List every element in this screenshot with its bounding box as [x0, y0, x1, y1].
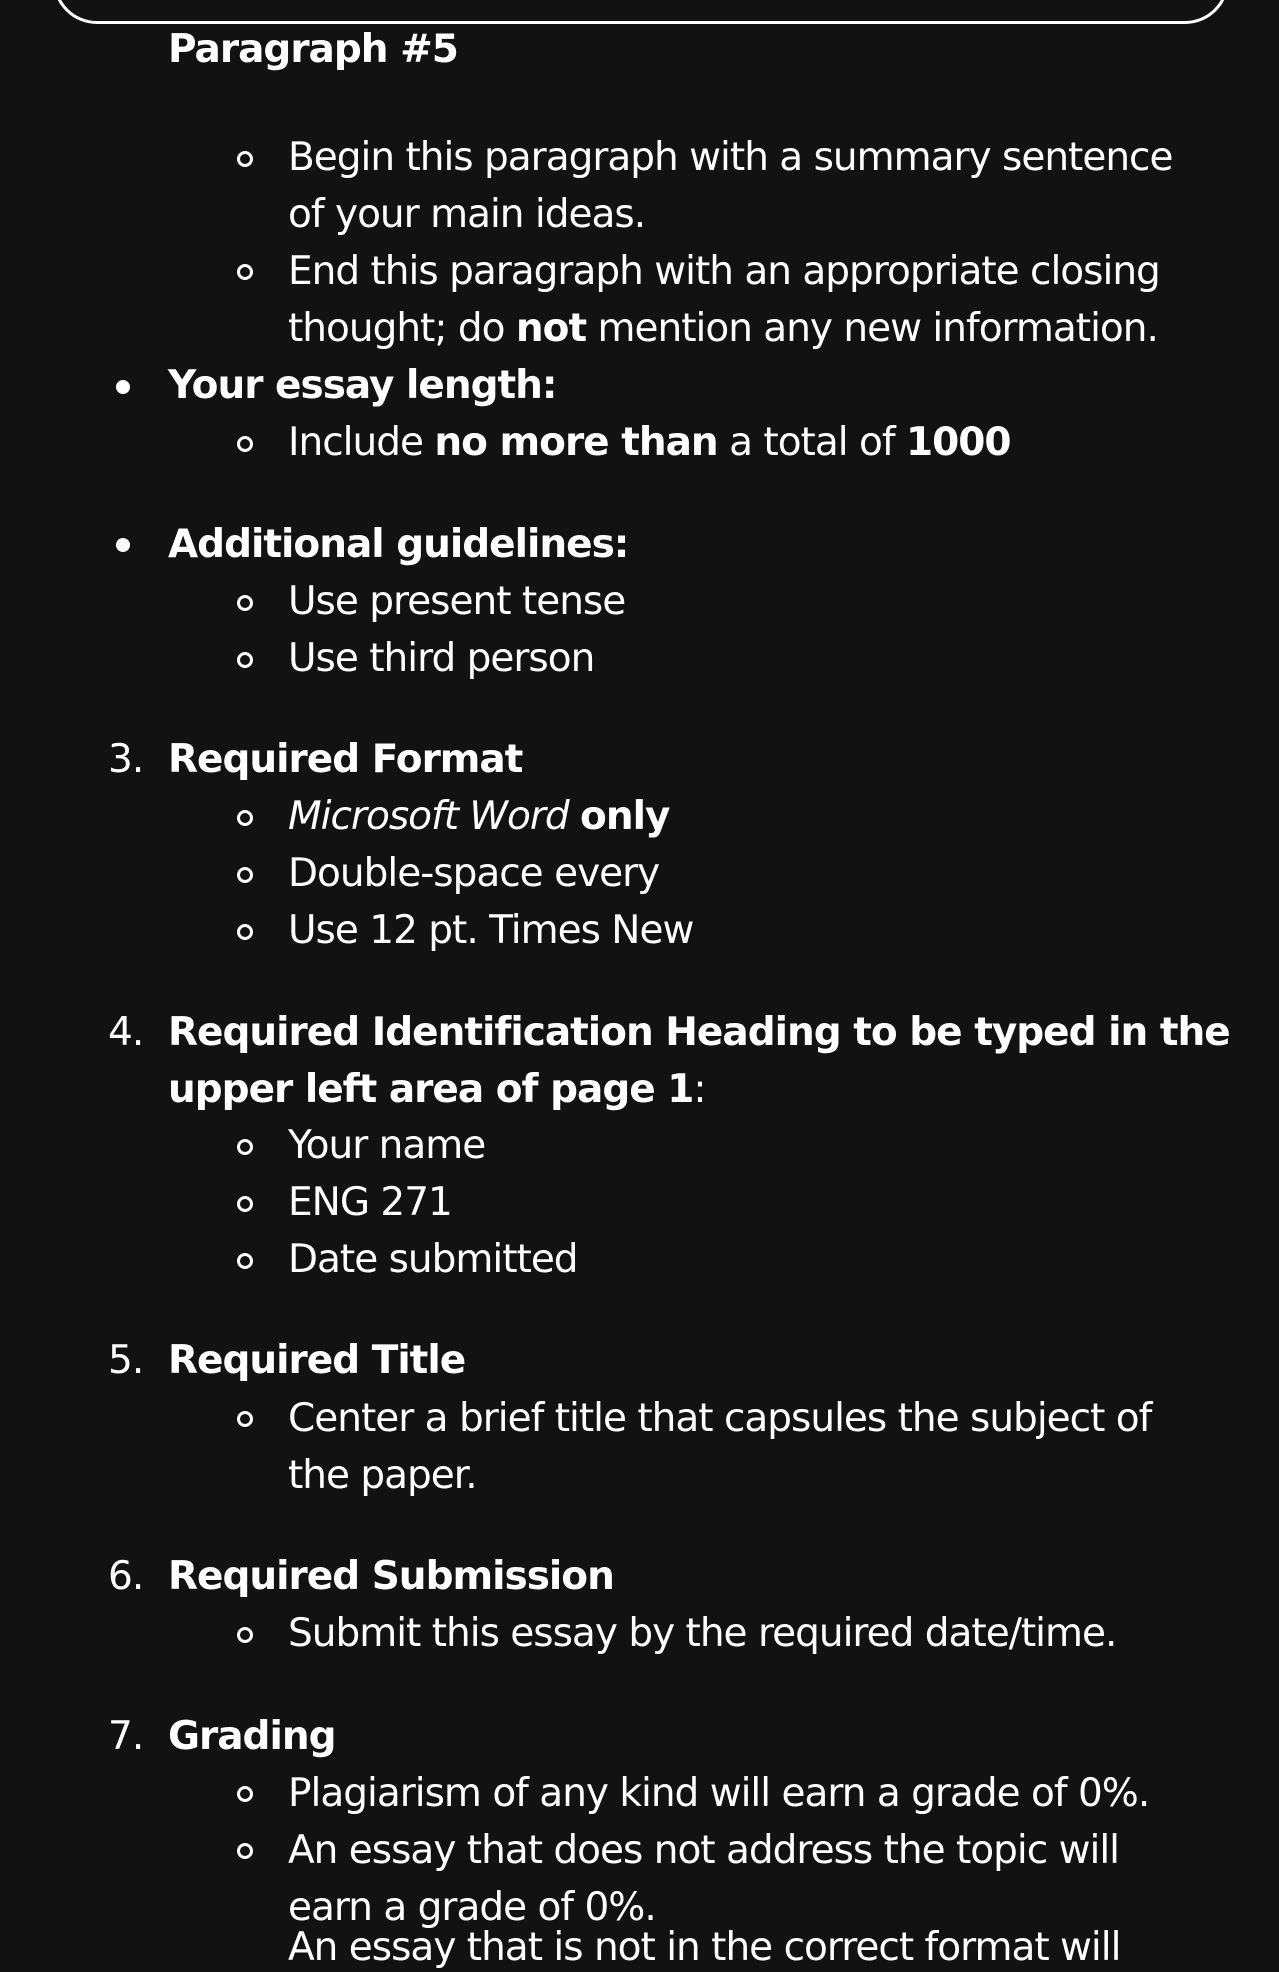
hollow-bullet-icon [237, 595, 253, 611]
filled-bullet-icon [116, 380, 130, 394]
list-item: Use third person [288, 636, 595, 681]
list-item: An essay that does not address the topic will [288, 1828, 1119, 1873]
list-item-continuation: of your main ideas. [288, 192, 646, 237]
list-item: Microsoft Word only [288, 794, 670, 839]
list-item: Use present tense [288, 579, 626, 624]
paragraph-5-heading: Paragraph #5 [168, 27, 458, 72]
list-item: Plagiarism of any kind will earn a grade of 0%. [288, 1771, 1150, 1816]
top-frame-border [53, 0, 1229, 24]
hollow-bullet-icon [237, 151, 253, 167]
list-item-continuation: thought; do not mention any new information. [288, 306, 1158, 351]
hollow-bullet-icon [237, 1411, 253, 1427]
identification-heading-line1: Required Identification Heading to be typed in the [168, 1010, 1230, 1055]
list-item-continuation: the paper. [288, 1453, 477, 1498]
required-format-heading: Required Format [168, 737, 523, 782]
list-item: Begin this paragraph with a summary sentence [288, 135, 1173, 180]
required-submission-heading: Required Submission [168, 1554, 614, 1599]
section-number: 4. [108, 1010, 144, 1055]
section-number: 3. [108, 737, 144, 782]
hollow-bullet-icon [237, 810, 253, 826]
section-number: 7. [108, 1714, 144, 1759]
hollow-bullet-icon [237, 264, 253, 280]
list-item-continuation: earn a grade of 0%. [288, 1885, 656, 1930]
additional-guidelines-heading: Additional guidelines: [168, 522, 629, 567]
hollow-bullet-icon [237, 652, 253, 668]
hollow-bullet-icon [237, 1253, 253, 1269]
hollow-bullet-icon [237, 867, 253, 883]
section-number: 5. [108, 1338, 144, 1383]
hollow-bullet-icon [237, 924, 253, 940]
hollow-bullet-icon [237, 1843, 253, 1859]
hollow-bullet-icon [237, 1139, 253, 1155]
list-item: Your name [288, 1123, 486, 1168]
list-item: Center a brief title that capsules the subject of [288, 1396, 1152, 1441]
list-item: An essay that is not in the correct format will [288, 1925, 1121, 1970]
cut-off-line [0, 1925, 1279, 1970]
hollow-bullet-icon [237, 436, 253, 452]
list-item: Double-space every [288, 851, 660, 896]
hollow-bullet-icon [237, 1627, 253, 1643]
essay-length-heading: Your essay length: [168, 363, 557, 408]
list-item: ENG 271 [288, 1180, 452, 1225]
required-title-heading: Required Title [168, 1338, 466, 1383]
list-item: End this paragraph with an appropriate closing [288, 249, 1160, 294]
list-item: Date submitted [288, 1237, 578, 1282]
grading-heading: Grading [168, 1714, 336, 1759]
filled-bullet-icon [116, 538, 130, 552]
identification-heading-line2: upper left area of page 1: [168, 1067, 706, 1112]
section-number: 6. [108, 1554, 144, 1599]
hollow-bullet-icon [237, 1196, 253, 1212]
list-item: Use 12 pt. Times New [288, 908, 694, 953]
list-item: Include no more than a total of 1000 [288, 420, 1011, 465]
list-item: Submit this essay by the required date/time. [288, 1611, 1117, 1656]
hollow-bullet-icon [237, 1786, 253, 1802]
